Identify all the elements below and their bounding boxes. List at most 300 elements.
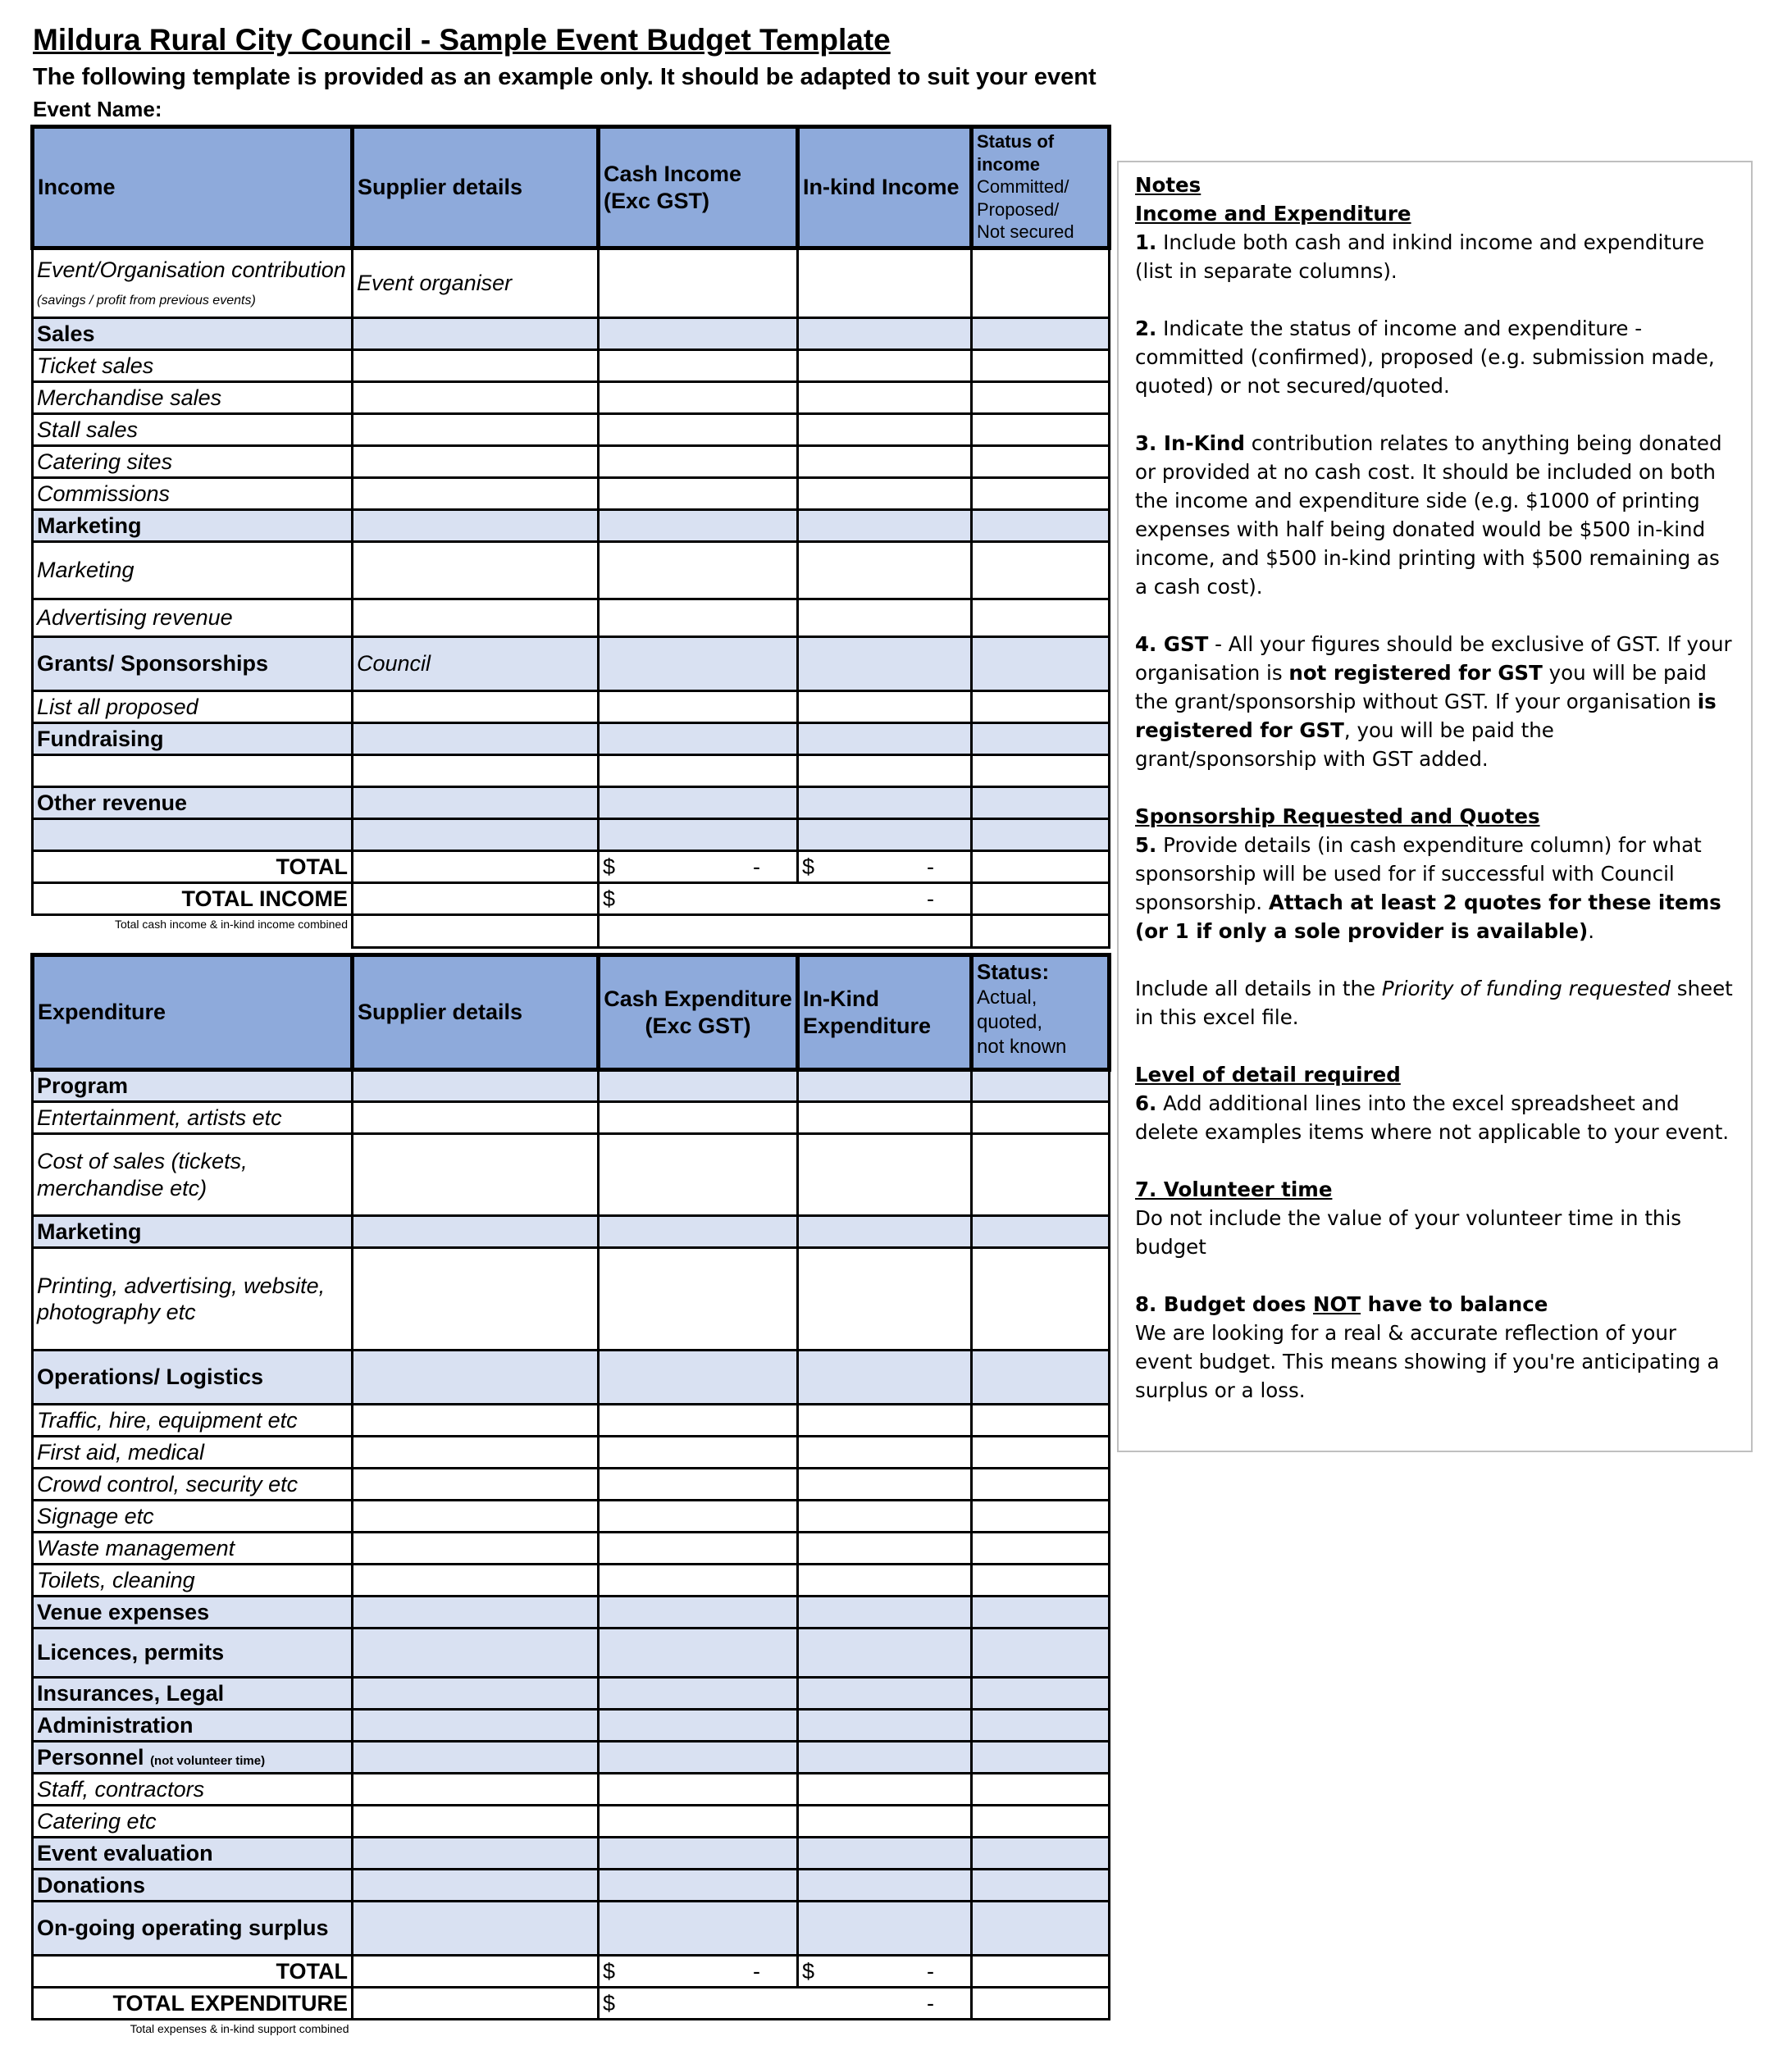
cash-cell[interactable]	[599, 1565, 798, 1597]
row-label[interactable]: Marketing	[33, 1216, 353, 1248]
row-label[interactable]	[33, 755, 353, 787]
inkind-cell[interactable]	[798, 1870, 972, 1902]
row-label[interactable]: Commissions	[33, 478, 353, 510]
inkind-cell[interactable]	[798, 599, 972, 637]
supplier-cell[interactable]	[353, 1902, 599, 1956]
cash-cell[interactable]	[599, 1216, 798, 1248]
row-label[interactable]: Signage etc	[33, 1501, 353, 1533]
supplier-cell[interactable]	[353, 1678, 599, 1710]
inkind-cell[interactable]	[798, 1902, 972, 1956]
personnel-label: Personnel	[37, 1744, 144, 1770]
note-5-text: Provide details (in cash expenditure column) for what sponsorship will be used for if successful with Council sponsorship.	[1135, 833, 1702, 914]
status-cell[interactable]	[972, 350, 1110, 382]
cash-cell[interactable]	[599, 1902, 798, 1956]
row-label[interactable]: Licences, permits	[33, 1629, 353, 1678]
cash-cell[interactable]	[599, 478, 798, 510]
table-row	[33, 1533, 1110, 1565]
supplier-cell[interactable]	[353, 510, 599, 542]
cash-cell[interactable]	[599, 1351, 798, 1405]
table-row	[33, 1565, 1110, 1597]
income-col-label: Income	[33, 127, 353, 248]
supplier-cell[interactable]	[353, 1629, 599, 1678]
income-footnote-row	[33, 915, 1110, 948]
expenditure-col-status	[972, 955, 1110, 1070]
cash-cell[interactable]	[599, 819, 798, 851]
supplier-cell[interactable]	[353, 1597, 599, 1629]
supplier-cell[interactable]	[353, 1710, 599, 1742]
dollar-sign: $	[603, 1990, 616, 2016]
inkind-cell[interactable]	[798, 350, 972, 382]
supplier-cell[interactable]	[353, 787, 599, 819]
table-row	[33, 1774, 1110, 1806]
cash-cell[interactable]	[599, 1070, 798, 1102]
note-7: Do not include the value of your volunteer time in this budget	[1135, 1206, 1682, 1259]
cash-cell[interactable]	[599, 1774, 798, 1806]
row-label[interactable]: Grants/ Sponsorships	[33, 637, 353, 691]
income-header-row	[33, 127, 1110, 248]
supplier-cell[interactable]	[353, 1405, 599, 1437]
cash-cell[interactable]	[599, 1629, 798, 1678]
detail-heading: Level of detail required	[1135, 1063, 1401, 1086]
row-label[interactable]: Stall sales	[33, 414, 353, 446]
income-col-supplier: Supplier details	[353, 127, 599, 248]
inkind-cell[interactable]	[798, 1405, 972, 1437]
status-cell[interactable]	[972, 1678, 1110, 1710]
inkind-cell[interactable]	[798, 1437, 972, 1469]
note-4-text-c: you will be paid the grant/sponsorship without GST. If your organisation	[1135, 661, 1707, 713]
table-row	[33, 755, 1110, 787]
inkind-cell[interactable]	[798, 1629, 972, 1678]
inkind-cell[interactable]	[798, 1134, 972, 1216]
note-1	[1135, 228, 1735, 285]
cash-cell[interactable]	[599, 1678, 798, 1710]
note-3	[1135, 429, 1735, 601]
status-cell[interactable]	[972, 1248, 1110, 1351]
row-label[interactable]	[33, 819, 353, 851]
supplier-cell[interactable]	[353, 382, 599, 414]
inkind-cell[interactable]	[798, 1351, 972, 1405]
expenditure-footnote: Total expenses & in-kind support combined	[130, 2022, 349, 2035]
table-row	[33, 1405, 1110, 1437]
cash-cell[interactable]	[599, 318, 798, 350]
income-status-line1: Status of	[977, 131, 1055, 152]
dollar-sign: $	[603, 854, 616, 879]
empty-cell	[353, 2020, 599, 2049]
cash-cell[interactable]	[599, 1838, 798, 1870]
supplier-cell[interactable]	[353, 1102, 599, 1134]
expenditure-table	[30, 953, 1111, 2049]
status-cell[interactable]	[972, 755, 1110, 787]
table-row	[33, 637, 1110, 691]
row-label[interactable]: Catering etc	[33, 1806, 353, 1838]
inkind-cell[interactable]	[798, 637, 972, 691]
note-8-b: have to balance	[1361, 1292, 1548, 1316]
inkind-cell[interactable]	[798, 446, 972, 478]
inkind-cell[interactable]	[798, 510, 972, 542]
cash-cell[interactable]	[599, 1533, 798, 1565]
table-row	[33, 248, 1110, 318]
income-total-row	[33, 851, 1110, 883]
row-label[interactable]: Administration	[33, 1710, 353, 1742]
table-row	[33, 382, 1110, 414]
row-label[interactable]: Program	[33, 1070, 353, 1102]
row-label[interactable]: Waste management	[33, 1533, 353, 1565]
expenditure-footnote-row	[33, 2020, 1110, 2049]
cash-cell[interactable]	[599, 1469, 798, 1501]
expenditure-total-inkind	[798, 1956, 972, 1988]
status-cell[interactable]	[972, 819, 1110, 851]
row-label[interactable]: Entertainment, artists etc	[33, 1102, 353, 1134]
supplier-cell[interactable]	[353, 1351, 599, 1405]
row-label[interactable]: Fundraising	[33, 723, 353, 755]
row-label[interactable]: Venue expenses	[33, 1597, 353, 1629]
cash-cell[interactable]	[599, 1597, 798, 1629]
note-5-end: .	[1588, 919, 1595, 943]
page-subtitle: The following template is provided as an example only. It should be adapted to suit your event	[33, 64, 1097, 90]
status-cell[interactable]	[972, 1902, 1110, 1956]
status-cell	[972, 851, 1110, 883]
supplier-cell[interactable]	[353, 1437, 599, 1469]
inkind-cell[interactable]	[798, 1248, 972, 1351]
supplier-cell[interactable]: Event organiser	[353, 248, 599, 318]
cash-cell[interactable]	[599, 1742, 798, 1774]
total-income-amount: -	[927, 886, 934, 911]
cash-cell[interactable]	[599, 1501, 798, 1533]
row-label[interactable]: First aid, medical	[33, 1437, 353, 1469]
dollar-sign: $	[802, 1958, 815, 1984]
status-cell[interactable]	[972, 414, 1110, 446]
status-cell[interactable]	[972, 382, 1110, 414]
status-cell[interactable]	[972, 637, 1110, 691]
supplier-cell	[353, 851, 599, 883]
cash-cell[interactable]	[599, 1710, 798, 1742]
note-8-not: NOT	[1313, 1292, 1361, 1316]
include-italic: Priority of funding requested	[1381, 977, 1671, 1000]
table-row	[33, 691, 1110, 723]
expenditure-col-label: Expenditure	[33, 955, 353, 1070]
exp-status-line1: Status:	[977, 959, 1050, 984]
cash-cell[interactable]	[599, 1437, 798, 1469]
cash-cell[interactable]	[599, 248, 798, 318]
supplier-cell[interactable]	[353, 1501, 599, 1533]
row-label[interactable]: Operations/ Logistics	[33, 1351, 353, 1405]
table-row	[33, 1351, 1110, 1405]
cash-cell[interactable]	[599, 382, 798, 414]
note-2	[1135, 314, 1735, 400]
table-row	[33, 1870, 1110, 1902]
supplier-cell[interactable]	[353, 1070, 599, 1102]
cash-cell[interactable]	[599, 350, 798, 382]
note-1-text: Include both cash and inkind income and expenditure (list in separate columns).	[1135, 230, 1705, 283]
row-label[interactable]: Marketing	[33, 510, 353, 542]
supplier-cell[interactable]	[353, 1774, 599, 1806]
cash-cell[interactable]	[599, 1248, 798, 1351]
table-row	[33, 510, 1110, 542]
status-cell[interactable]	[972, 1710, 1110, 1742]
inkind-cell[interactable]	[798, 1806, 972, 1838]
inkind-cell[interactable]	[798, 1774, 972, 1806]
income-col-cash: Cash Income (Exc GST)	[599, 127, 798, 248]
status-cell[interactable]	[972, 542, 1110, 599]
cash-cell[interactable]	[599, 723, 798, 755]
income-status-line2: income	[977, 153, 1041, 175]
inkind-cell[interactable]	[798, 248, 972, 318]
inkind-cell[interactable]	[798, 1216, 972, 1248]
status-cell[interactable]	[972, 1216, 1110, 1248]
cash-cell[interactable]	[599, 542, 798, 599]
expenditure-col-supplier: Supplier details	[353, 955, 599, 1070]
income-total-inkind-value: -	[927, 854, 934, 879]
cash-cell[interactable]	[599, 1405, 798, 1437]
table-row	[33, 414, 1110, 446]
supplier-cell[interactable]	[353, 1469, 599, 1501]
supplier-cell[interactable]	[353, 1870, 599, 1902]
inkind-cell[interactable]	[798, 1070, 972, 1102]
row-label[interactable]: Cost of sales (tickets, merchandise etc)	[33, 1134, 353, 1216]
supplier-cell	[353, 883, 599, 915]
inkind-cell[interactable]	[798, 819, 972, 851]
include-text-a: Include all details in the	[1135, 977, 1382, 1000]
row-label[interactable]: Catering sites	[33, 446, 353, 478]
status-cell	[972, 883, 1110, 915]
income-status-line4: Proposed/	[977, 198, 1060, 220]
cash-cell[interactable]	[599, 414, 798, 446]
supplier-cell[interactable]: Council	[353, 637, 599, 691]
supplier-cell[interactable]	[353, 414, 599, 446]
note-4-bold-b: not registered for GST	[1288, 661, 1543, 685]
cash-cell[interactable]	[599, 691, 798, 723]
status-cell[interactable]	[972, 1351, 1110, 1405]
row-label[interactable]	[33, 248, 353, 318]
row-label[interactable]: Insurances, Legal	[33, 1678, 353, 1710]
table-row	[33, 1248, 1110, 1351]
dollar-sign: $	[603, 1958, 616, 1984]
cash-cell[interactable]	[599, 446, 798, 478]
income-col-status	[972, 127, 1110, 248]
status-cell[interactable]	[972, 1565, 1110, 1597]
supplier-cell[interactable]	[353, 819, 599, 851]
status-cell[interactable]	[972, 1437, 1110, 1469]
note-2-text: Indicate the status of income and expenditure - committed (confirmed), proposed (e.g. submission made, quoted) or not secured/quoted.	[1135, 317, 1715, 398]
supplier-cell[interactable]	[353, 755, 599, 787]
exp-status-line3: quoted,	[977, 1011, 1043, 1033]
status-cell[interactable]	[972, 510, 1110, 542]
total-income-row	[33, 883, 1110, 915]
inkind-cell[interactable]	[798, 318, 972, 350]
status-cell[interactable]	[972, 446, 1110, 478]
inkind-cell[interactable]	[798, 1469, 972, 1501]
total-expenditure-label: TOTAL EXPENDITURE	[33, 1988, 353, 2020]
table-row	[33, 1742, 1110, 1774]
cash-cell[interactable]	[599, 1102, 798, 1134]
supplier-cell[interactable]	[353, 723, 599, 755]
note-6-text: Add additional lines into the excel spreadsheet and delete examples items where not applicable to your event.	[1135, 1091, 1730, 1144]
table-row	[33, 1597, 1110, 1629]
row-label[interactable]: Crowd control, security etc	[33, 1469, 353, 1501]
row-label[interactable]	[33, 1742, 353, 1774]
total-expenditure-amount: -	[927, 1990, 934, 2016]
inkind-cell[interactable]	[798, 1102, 972, 1134]
row-label[interactable]: Donations	[33, 1870, 353, 1902]
expenditure-total-row	[33, 1956, 1110, 1988]
inkind-cell[interactable]	[798, 1533, 972, 1565]
inkind-cell[interactable]	[798, 414, 972, 446]
inkind-cell[interactable]	[798, 1710, 972, 1742]
supplier-cell	[353, 1956, 599, 1988]
status-cell[interactable]	[972, 787, 1110, 819]
cash-cell[interactable]	[599, 1806, 798, 1838]
status-cell[interactable]	[972, 1501, 1110, 1533]
inkind-cell[interactable]	[798, 382, 972, 414]
note-5	[1135, 831, 1735, 945]
supplier-cell[interactable]	[353, 350, 599, 382]
note-4-bold-d: is registered for GST	[1135, 690, 1717, 742]
income-expenditure-heading: Income and Expenditure	[1135, 202, 1411, 226]
inkind-cell[interactable]	[798, 1501, 972, 1533]
supplier-cell[interactable]	[353, 318, 599, 350]
note-3-number: 3. In-Kind	[1135, 431, 1245, 455]
cash-cell[interactable]	[599, 787, 798, 819]
cash-cell[interactable]	[599, 755, 798, 787]
inkind-cell[interactable]	[798, 542, 972, 599]
row-label[interactable]: Ticket sales	[33, 350, 353, 382]
supplier-cell[interactable]	[353, 1742, 599, 1774]
row-label[interactable]: Staff, contractors	[33, 1774, 353, 1806]
notes-heading: Notes	[1135, 173, 1202, 197]
row-label[interactable]: Marketing	[33, 542, 353, 599]
status-cell[interactable]	[972, 1597, 1110, 1629]
note-3-text: contribution relates to anything being donated or provided at no cash cost. It should be included on both the income and expenditure side (e.g. $1000 of printing expenses with half being donated would be $500 in-kind income, and $500 in-kind printing with $500 remaining as a cash cost).	[1135, 431, 1722, 599]
cash-cell[interactable]	[599, 599, 798, 637]
status-cell[interactable]	[972, 1134, 1110, 1216]
supplier-cell[interactable]	[353, 542, 599, 599]
table-row	[33, 478, 1110, 510]
cash-cell[interactable]	[599, 1134, 798, 1216]
status-cell[interactable]	[972, 691, 1110, 723]
cash-cell[interactable]	[599, 510, 798, 542]
exp-status-line2: Actual,	[977, 986, 1037, 1009]
row-label[interactable]: Sales	[33, 318, 353, 350]
status-cell[interactable]	[972, 478, 1110, 510]
total-expenditure-value	[599, 1988, 972, 2020]
empty-cell	[972, 915, 1110, 948]
income-status-line5: Not secured	[977, 221, 1074, 242]
status-cell	[972, 1988, 1110, 2020]
income-footnote: Total cash income & in-kind income combined	[114, 918, 348, 931]
expenditure-total-cash-value: -	[753, 1958, 760, 1984]
inkind-cell[interactable]	[798, 1742, 972, 1774]
inkind-cell[interactable]	[798, 1597, 972, 1629]
note-2-number: 2.	[1135, 317, 1157, 340]
table-row	[33, 723, 1110, 755]
row-label[interactable]: Other revenue	[33, 787, 353, 819]
income-total-label: TOTAL	[33, 851, 353, 883]
status-cell[interactable]	[972, 1742, 1110, 1774]
inkind-cell[interactable]	[798, 755, 972, 787]
status-cell[interactable]	[972, 1774, 1110, 1806]
status-cell[interactable]	[972, 1838, 1110, 1870]
table-row	[33, 318, 1110, 350]
table-row	[33, 599, 1110, 637]
row-label[interactable]: On-going operating surplus	[33, 1902, 353, 1956]
supplier-cell[interactable]	[353, 478, 599, 510]
status-cell[interactable]	[972, 248, 1110, 318]
status-cell[interactable]	[972, 318, 1110, 350]
status-cell[interactable]	[972, 1629, 1110, 1678]
status-cell[interactable]	[972, 723, 1110, 755]
table-row	[33, 1838, 1110, 1870]
status-cell[interactable]	[972, 599, 1110, 637]
supplier-cell[interactable]	[353, 1806, 599, 1838]
supplier-cell[interactable]	[353, 1565, 599, 1597]
row-label[interactable]: Merchandise sales	[33, 382, 353, 414]
cash-cell[interactable]	[599, 1870, 798, 1902]
row-label[interactable]: Event evaluation	[33, 1838, 353, 1870]
supplier-cell[interactable]	[353, 1248, 599, 1351]
status-cell[interactable]	[972, 1102, 1110, 1134]
empty-cell	[599, 2020, 972, 2049]
contribution-sublabel: (savings / profit from previous events)	[37, 293, 256, 308]
table-row	[33, 446, 1110, 478]
supplier-cell[interactable]	[353, 691, 599, 723]
total-expenditure-row	[33, 1988, 1110, 2020]
note-1-number: 1.	[1135, 230, 1157, 254]
cash-cell[interactable]	[599, 637, 798, 691]
inkind-cell[interactable]	[798, 1838, 972, 1870]
note-6	[1135, 1089, 1735, 1146]
expenditure-total-label: TOTAL	[33, 1956, 353, 1988]
note-5-number: 5.	[1135, 833, 1157, 857]
table-row	[33, 1216, 1110, 1248]
table-row	[33, 1806, 1110, 1838]
income-table	[30, 125, 1111, 949]
supplier-cell[interactable]	[353, 1533, 599, 1565]
supplier-cell[interactable]	[353, 446, 599, 478]
note-4-text-a: - All your figures should be exclusive of GST. If your organisation is	[1135, 632, 1732, 685]
supplier-cell[interactable]	[353, 1838, 599, 1870]
budget-balance-heading	[1135, 1290, 1735, 1319]
supplier-cell[interactable]	[353, 1216, 599, 1248]
status-cell[interactable]	[972, 1469, 1110, 1501]
row-label[interactable]: Traffic, hire, equipment etc	[33, 1405, 353, 1437]
status-cell[interactable]	[972, 1533, 1110, 1565]
include-text-b: sheet in this excel file.	[1135, 977, 1733, 1029]
status-cell[interactable]	[972, 1070, 1110, 1102]
row-label[interactable]: List all proposed	[33, 691, 353, 723]
table-row	[33, 1678, 1110, 1710]
supplier-cell[interactable]	[353, 1134, 599, 1216]
note-4	[1135, 630, 1735, 773]
row-label[interactable]: Toilets, cleaning	[33, 1565, 353, 1597]
inkind-cell[interactable]	[798, 787, 972, 819]
inkind-cell[interactable]	[798, 1565, 972, 1597]
inkind-cell[interactable]	[798, 723, 972, 755]
status-cell[interactable]	[972, 1870, 1110, 1902]
inkind-cell[interactable]	[798, 691, 972, 723]
status-cell[interactable]	[972, 1405, 1110, 1437]
status-cell[interactable]	[972, 1806, 1110, 1838]
supplier-cell	[353, 1988, 599, 2020]
inkind-cell[interactable]	[798, 1678, 972, 1710]
row-label[interactable]: Printing, advertising, website, photography etc	[33, 1248, 353, 1351]
expenditure-total-inkind-value: -	[927, 1958, 934, 1984]
expenditure-col-inkind: In-Kind Expenditure	[798, 955, 972, 1070]
supplier-cell[interactable]	[353, 599, 599, 637]
inkind-cell[interactable]	[798, 478, 972, 510]
notes-panel	[1117, 161, 1753, 1452]
total-income-value	[599, 883, 972, 915]
row-label[interactable]: Advertising revenue	[33, 599, 353, 637]
